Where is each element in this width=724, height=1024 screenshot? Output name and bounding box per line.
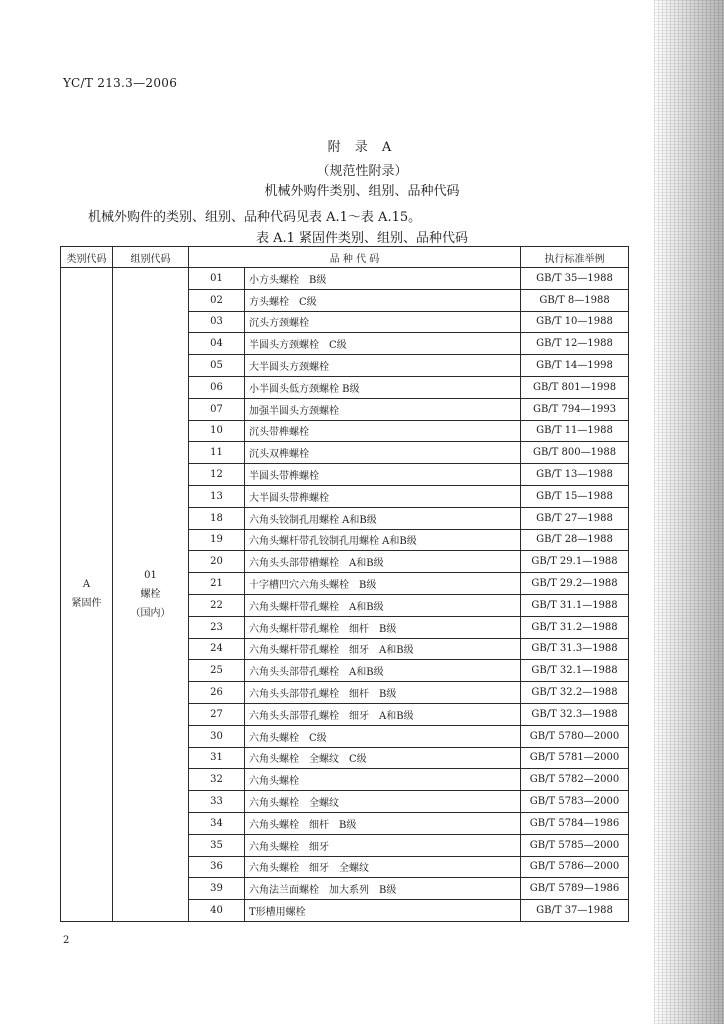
category-cell [61,268,113,922]
variety-code-cell: 18 [189,507,245,529]
col-header-standard: 执行标准举例 [521,247,629,268]
table-header-row [61,247,629,268]
group-cell [113,268,189,922]
variety-code-cell: 13 [189,485,245,507]
variety-code-cell: 31 [189,747,245,769]
standard-cell: GB/T 5780—2000 [521,725,629,747]
variety-name-cell: 六角头螺栓 C级 [245,725,521,747]
variety-name-cell: 六角头螺杆带孔螺栓 细杆 B级 [245,616,521,638]
variety-name-cell: 六角头头部带孔螺栓 细牙 A和B级 [245,703,521,725]
variety-name-cell: 六角头头部带孔螺栓 A和B级 [245,660,521,682]
variety-code-cell: 20 [189,551,245,573]
variety-code-cell: 21 [189,573,245,595]
variety-code-cell: 25 [189,660,245,682]
variety-code-cell: 10 [189,420,245,442]
variety-name-cell: 半圆头方颈螺栓 C级 [245,333,521,355]
variety-name-cell: 大半圆头带榫螺栓 [245,485,521,507]
table-row [61,268,629,290]
variety-name-cell: 六角头螺杆带孔螺栓 细牙 A和B级 [245,638,521,660]
variety-name-cell: 方头螺栓 C级 [245,289,521,311]
standard-cell: GB/T 801—1998 [521,376,629,398]
intro-paragraph: 机械外购件的类别、组别、品种代码见表 A.1～表 A.15。 [88,210,422,225]
variety-name-cell: 六角头螺栓 细杆 B级 [245,812,521,834]
standard-cell: GB/T 5782—2000 [521,769,629,791]
variety-code-cell: 24 [189,638,245,660]
standard-cell: GB/T 800—1988 [521,442,629,464]
standard-cell: GB/T 11—1988 [521,420,629,442]
variety-code-cell: 33 [189,791,245,813]
variety-name-cell: 小方头螺栓 B级 [245,268,521,290]
variety-name-cell: 六角头铰制孔用螺栓 A和B级 [245,507,521,529]
standard-cell: GB/T 13—1988 [521,464,629,486]
standard-cell: GB/T 5789—1986 [521,878,629,900]
variety-code-cell: 32 [189,769,245,791]
standard-cell: GB/T 14—1998 [521,355,629,377]
standard-cell: GB/T 37—1988 [521,900,629,922]
variety-name-cell: 六角法兰面螺栓 加大系列 B级 [245,878,521,900]
variety-code-cell: 05 [189,355,245,377]
category-name: 紧固件 [71,598,102,610]
group-name: 螺栓 [140,588,161,600]
variety-code-cell: 22 [189,594,245,616]
standard-cell: GB/T 12—1988 [521,333,629,355]
code-table [60,246,629,922]
variety-name-cell: 六角头螺栓 细牙 [245,834,521,856]
standard-cell: GB/T 31.3—1988 [521,638,629,660]
col-header-variety: 品 种 代 码 [189,247,521,268]
variety-name-cell: 六角头头部带槽螺栓 A和B级 [245,551,521,573]
standard-cell: GB/T 15—1988 [521,485,629,507]
variety-name-cell: 十字槽凹穴六角头螺栓 B级 [245,573,521,595]
group-code: 01 [144,569,157,581]
variety-code-cell: 36 [189,856,245,878]
variety-name-cell: 加强半圆头方颈螺栓 [245,398,521,420]
variety-code-cell: 39 [189,878,245,900]
variety-code-cell: 03 [189,311,245,333]
variety-code-cell: 34 [189,812,245,834]
variety-name-cell: 六角头螺栓 [245,769,521,791]
standard-cell: GB/T 29.1—1988 [521,551,629,573]
variety-code-cell: 02 [189,289,245,311]
standard-cell: GB/T 10—1988 [521,311,629,333]
variety-code-cell: 27 [189,703,245,725]
variety-code-cell: 40 [189,900,245,922]
standard-cell: GB/T 32.1—1988 [521,660,629,682]
variety-name-cell: 半圆头带榫螺栓 [245,464,521,486]
variety-code-cell: 12 [189,464,245,486]
document-id: YC/T 213.3—2006 [63,76,178,90]
col-header-group: 组别代码 [113,247,189,268]
variety-name-cell: 小半圆头低方颈螺栓 B级 [245,376,521,398]
standard-cell: GB/T 27—1988 [521,507,629,529]
variety-name-cell: 六角头螺杆带孔铰制孔用螺栓 A和B级 [245,529,521,551]
appendix-heading: 机械外购件类别、组别、品种代码 [264,184,460,199]
standard-cell: GB/T 5783—2000 [521,791,629,813]
standard-cell: GB/T 5784—1986 [521,812,629,834]
col-header-category: 类别代码 [61,247,113,268]
variety-code-cell: 01 [189,268,245,290]
variety-name-cell: T形槽用螺栓 [245,900,521,922]
variety-code-cell: 30 [189,725,245,747]
standard-cell: GB/T 32.2—1988 [521,682,629,704]
standard-cell: GB/T 5785—2000 [521,834,629,856]
page-number: 2 [63,935,70,946]
standard-cell: GB/T 31.1—1988 [521,594,629,616]
variety-code-cell: 07 [189,398,245,420]
variety-name-cell: 沉头带榫螺栓 [245,420,521,442]
standard-cell: GB/T 5786—2000 [521,856,629,878]
variety-name-cell: 六角头螺栓 细牙 全螺纹 [245,856,521,878]
appendix-title: 附 录 A [327,140,397,155]
variety-name-cell: 沉头双榫螺栓 [245,442,521,464]
standard-cell: GB/T 29.2—1988 [521,573,629,595]
table-body [61,268,629,922]
standard-cell: GB/T 28—1988 [521,529,629,551]
standard-cell: GB/T 35—1988 [521,268,629,290]
table-caption: 表 A.1 紧固件类别、组别、品种代码 [255,231,469,246]
variety-name-cell: 六角头螺杆带孔螺栓 A和B级 [245,594,521,616]
variety-name-cell: 大半圆头方颈螺栓 [245,355,521,377]
variety-name-cell: 六角头头部带孔螺栓 细杆 B级 [245,682,521,704]
variety-code-cell: 11 [189,442,245,464]
variety-name-cell: 六角头螺栓 全螺纹 [245,791,521,813]
variety-name-cell: 六角头螺栓 全螺纹 C级 [245,747,521,769]
standard-cell: GB/T 5781—2000 [521,747,629,769]
category-code: A [82,579,91,591]
variety-code-cell: 04 [189,333,245,355]
standard-cell: GB/T 794—1993 [521,398,629,420]
variety-code-cell: 35 [189,834,245,856]
variety-code-cell: 19 [189,529,245,551]
standard-cell: GB/T 31.2—1988 [521,616,629,638]
variety-name-cell: 沉头方颈螺栓 [245,311,521,333]
group-note: （国内） [130,607,171,619]
variety-code-cell: 23 [189,616,245,638]
standard-cell: GB/T 32.3—1988 [521,703,629,725]
appendix-subtitle: （规范性附录） [316,164,408,179]
variety-code-cell: 26 [189,682,245,704]
variety-code-cell: 06 [189,376,245,398]
standard-cell: GB/T 8—1988 [521,289,629,311]
